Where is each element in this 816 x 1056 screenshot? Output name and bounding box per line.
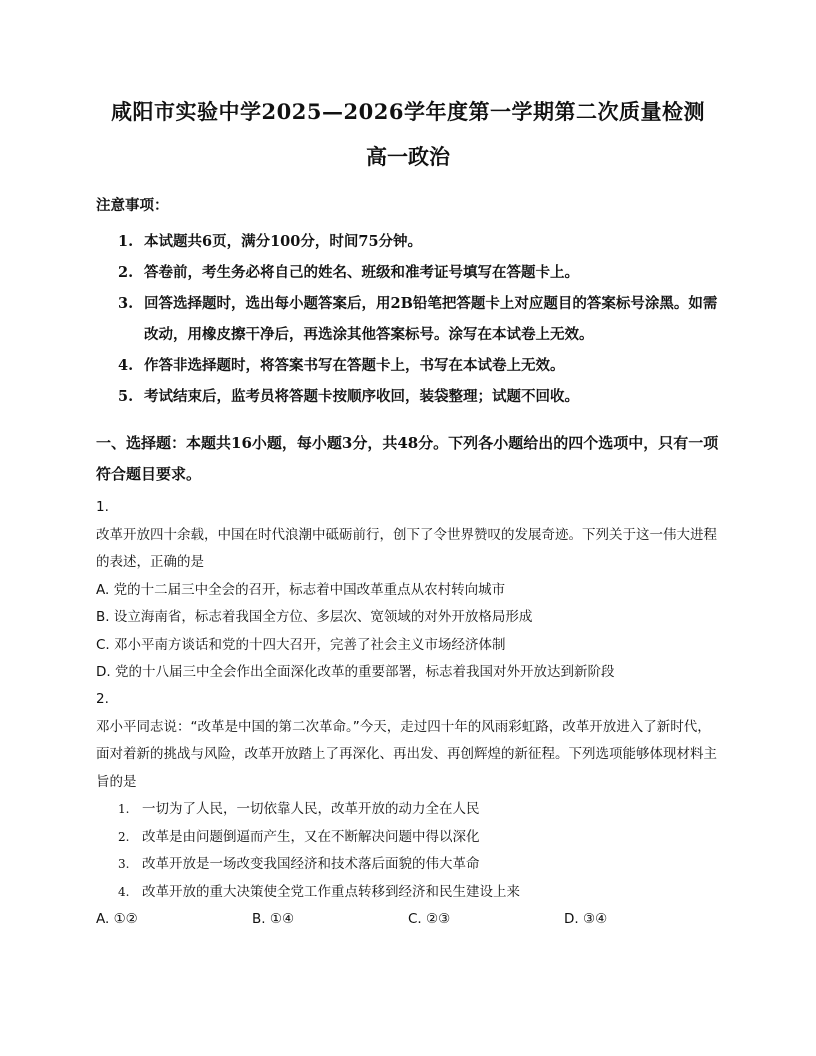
notice-item-text: 本试题共6页，满分100分，时间75分钟。: [144, 233, 423, 250]
notice-item: [118, 350, 728, 381]
notice-item-text: 回答选择题时，选出每小题答案后，用2B铅笔把答题卡上对应题目的答案标号涂黑。如需改动，用橡皮擦干净后，再选涂其他答案标号。涂写在本试卷上无效。: [144, 295, 718, 343]
sub-option-number: 2.: [118, 829, 130, 844]
choice-d: D. ③④: [564, 911, 608, 927]
question-stem: 改革开放四十余载，中国在时代浪潮中砥砺前行，创下了令世界赞叹的发展奇迹。下列关于这一伟大进程的表述，正确的是: [96, 526, 717, 570]
notice-item-number: 4.: [118, 357, 134, 374]
sub-option-number: 1.: [118, 802, 130, 816]
notice-item-number: 5.: [118, 388, 134, 405]
sub-option: [118, 824, 720, 852]
page-title: 咸阳市实验中学2025—2026学年度第一学期第二次质量检测: [111, 99, 705, 124]
notice-heading: 注意事项：: [96, 197, 169, 214]
section-heading: 一、选择题：本题共16小题，每小题3分，共48分。下列各小题给出的四个选项中，只有一项符合题目要求。: [96, 434, 719, 483]
option-a: A. 党的十二届三中全会的召开，标志着中国改革重点从农村转向城市: [96, 581, 506, 598]
sub-option-text: 改革开放的重大决策使全党工作重点转移到经济和民生建设上来: [142, 883, 520, 900]
answer-choices: [96, 906, 720, 934]
notice-item-text: 考试结束后，监考员将答题卡按顺序收回，装袋整理；试题不回收。: [144, 388, 579, 405]
sub-option-text: 改革是由问题倒逼而产生，又在不断解决问题中得以深化: [142, 828, 480, 845]
sub-option-text: 一切为了人民，一切依靠人民，改革开放的动力全在人民: [142, 801, 480, 817]
question-number: 2.: [96, 691, 109, 707]
notice-list: [118, 226, 728, 412]
option-b: B. 设立海南省，标志着我国全方位、多层次、宽领域的对外开放格局形成: [96, 609, 533, 625]
sub-option-text: 改革开放是一场改变我国经济和技术落后面貌的伟大革命: [142, 856, 480, 872]
notice-item-number: 1.: [118, 233, 134, 250]
choice-b: B. ①④: [252, 911, 295, 927]
sub-option: [118, 879, 720, 907]
question-stem: 邓小平同志说：“改革是中国的第二次革命。”今天，走过四十年的风雨彩虹路，改革开放进入了新时代，面对着新的挑战与风险，改革开放踏上了再深化、再出发、再创辉煌的新征程。下列选项能够体现材料主旨的是: [96, 718, 717, 790]
sub-option-number: 3.: [118, 857, 130, 871]
notice-item: [118, 257, 728, 288]
page-subtitle: 高一政治: [366, 144, 450, 169]
sub-option-number: 4.: [118, 884, 130, 899]
notice-item: [118, 226, 728, 257]
choice-a: A. ①②: [96, 911, 138, 927]
notice-item: [118, 288, 728, 350]
notice-item-number: 2.: [118, 264, 134, 281]
notice-item-text: 作答非选择题时，将答案书写在答题卡上，书写在本试卷上无效。: [144, 357, 565, 374]
question-2: [96, 686, 720, 934]
sub-option-list: [118, 796, 720, 906]
question-number: 1.: [96, 499, 109, 515]
sub-option: [118, 851, 720, 879]
notice-item: [118, 381, 728, 412]
notice-item-text: 答卷前，考生务必将自己的姓名、班级和准考证号填写在答题卡上。: [144, 264, 579, 281]
choice-c: C. ②③: [408, 911, 451, 927]
option-d: D. 党的十八届三中全会作出全面深化改革的重要部署，标志着我国对外开放达到新阶段: [96, 664, 615, 680]
option-c: C. 邓小平南方谈话和党的十四大召开，完善了社会主义市场经济体制: [96, 636, 506, 653]
notice-item-number: 3.: [118, 295, 134, 312]
question-1: [96, 494, 720, 687]
sub-option: [118, 796, 720, 824]
